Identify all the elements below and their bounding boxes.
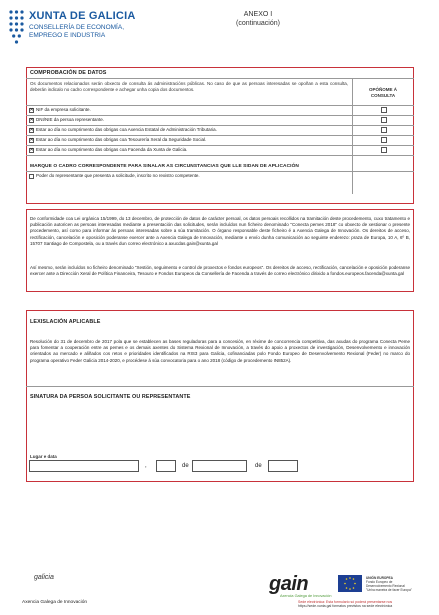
data-check-checkbox[interactable] [29,128,34,133]
electronic-notice-line1: Sede electrónica: Esta formulario só poderá presentarse nos [298,600,393,604]
oppose-checkbox[interactable] [381,147,387,153]
data-check-checkbox[interactable] [29,148,34,153]
oppose-checkbox[interactable] [381,127,387,133]
org-department [29,24,169,40]
place-date-label: Lugar e data [30,454,57,459]
de-separator: de [255,463,262,469]
galicia-logo: galicia [34,574,54,581]
eu-text-line2: Fondo Europeo de [366,580,393,584]
eu-text-line1: UNIÓN EUROPEA [366,576,393,580]
agency-name: Axencia Galega de Innovación [22,600,88,605]
xunta-logo-icon [8,8,25,48]
data-check-checkbox[interactable] [29,138,34,143]
de-separator: de [182,463,189,469]
annex-title-line1: ANEXO I [243,11,273,18]
org-department-line1: CONSELLERÍA DE ECONOMÍA, [29,24,124,31]
divider [26,78,414,79]
data-check-title: COMPROBACIÓN DE DATOS [30,70,107,76]
month-field[interactable] [192,460,247,472]
oppose-checkbox[interactable] [381,117,387,123]
eu-text [366,576,421,592]
legislation-title: LEXISLACIÓN APLICABLE [30,319,101,325]
legislation-text: Resolución do 31 de decembro de 2017 pola que se establecen as bases reguladoras para a concesión, en réxime de concorrencia competitiva, das axudas do programa Conecta Peme para fomentar a cooperación entre as pemes e os demais axentes do Sistema Rexional de Innovación, a través do apoio a proxectos de investigación, Desenvolvemento e innovación orientados ao mercado e aliñados cos retos e prioridades identificados na RIS3 para Galicia, cofinanciadas polo Fondo Europeo de Desenvolvemento Rexional (Feder) no marco do programa operativo Feder Galicia 2014-2020, e procédese á súa convocatoria para o ano 2018 (código de procedemento IN852A). [30,339,410,363]
divider [26,155,414,156]
circumstances-title: MARQUE O CADRO CORRESPONDENTE PARA SINALAR AS CIRCUNSTANCIAS QUE LLE SIDAN DE APLICACIÓN [30,164,299,169]
divider [26,125,414,126]
day-field[interactable] [156,460,176,472]
oppose-label-line2: CONSULTA [370,92,396,98]
data-check-item-label: DNI/NIE da persoa representante. [36,117,105,122]
divider [26,115,414,116]
gain-subtitle: Axencia Galega de Innovación [280,594,332,598]
privacy-paragraph-2: Así mesmo, serán incluídos no ficheiro denominado "Xestión, seguimento e control de proxectos e fondos europeos". Os dereitos de acceso, rectificación, cancelación e oposición poderanse exercer ante a Dirección Xeral de Política Financeira, Tesouro e Fondos Europeos da Consellería de Facenda a través de correo electrónico dirixido a fondos.europeos.facenda@xunta.gal [30,265,410,277]
circumstance-label: Poder do representante que presenta a solicitude, inscrito no rexistro competente. [36,173,200,178]
signature-title: SINATURA DA PERSOA SOLICITANTE OU REPRESENTANTE [30,394,191,400]
divider [26,105,414,106]
data-check-item-label: Estar ao día no cumprimento das obrigas coa Tesourería Xeral da Seguridade Social. [36,137,207,142]
data-check-item-label: Estar ao día no cumprimento das obrigas coa Axencia Estatal de Administración Tributaria. [36,127,217,132]
data-check-item-label: NIF da empresa solicitante. [36,107,91,112]
comma-separator: , [145,463,147,469]
gain-logo: gain [269,573,309,595]
circumstance-checkbox[interactable] [29,174,34,179]
annex-title [213,10,303,28]
oppose-column-header [354,87,412,98]
data-check-checkbox[interactable] [29,118,34,123]
data-check-item-label: Estar ao día no cumprimento das obrigas coa Facenda da Xunta de Galicia. [36,147,188,152]
org-name: XUNTA DE GALICIA [29,10,136,22]
data-check-checkbox[interactable] [29,108,34,113]
eu-flag-icon [338,575,362,592]
annex-title-line2: (continuación) [236,20,280,27]
place-field[interactable] [29,460,139,472]
data-check-intro: Os documentos relacionados serán obxecto de consulta ás administracións públicas. No caso de que as persoas interesadas se opoñan a esta consulta, deberán indicalo no cadro correspondente e achegar unha copia dos documentos. [30,81,348,92]
oppose-checkbox[interactable] [381,107,387,113]
org-department-line2: EMPREGO E INDUSTRIA [29,32,106,39]
divider [26,171,414,172]
eu-text-line3: Desenvolvemento Rexional [366,584,405,588]
eu-text-line4: "Unha maneira de facer Europa" [366,588,412,592]
divider [26,386,414,387]
year-field[interactable] [268,460,298,472]
oppose-label-line1: OPÓÑOME Á [368,87,397,92]
divider [26,145,414,146]
electronic-notice [298,600,423,609]
oppose-checkbox[interactable] [381,137,387,143]
electronic-notice-line2: https://sede.xunta.gal formatos previstos na sede electrónica [298,604,393,609]
divider [26,135,414,136]
privacy-paragraph-1: De conformidade coa Lei orgánica 15/1999, do 13 decembro, de protección de datos de carácter persoal, os datos persoais recollidos na tramitación deste procedemento, cuxo tratamento e publicación autoricen as persoas interesadas mediante a presentación das solicitudes, serán incluídos nun ficheiro denominado "Conecta pemes 2018" co obxecto de xestionar o presente procedemento, así como para informar ás persoas interesadas sobre a súa tramitación. O órgano responsable deste ficheiro é a Axencia Galega de Innovación. Os dereitos de acceso, rectificación, cancelación e oposición poderanse exercer ante a Axencia Galega de Innovación, mediante o envío dunha comunicación ao seguinte enderezo: praza de Europa, 10 A, 6º B, 15707 Santiago de Compostela, ou a través dun correo electrónico a axucdas.gain@xunta.gal [30,216,410,246]
divider [352,78,353,194]
